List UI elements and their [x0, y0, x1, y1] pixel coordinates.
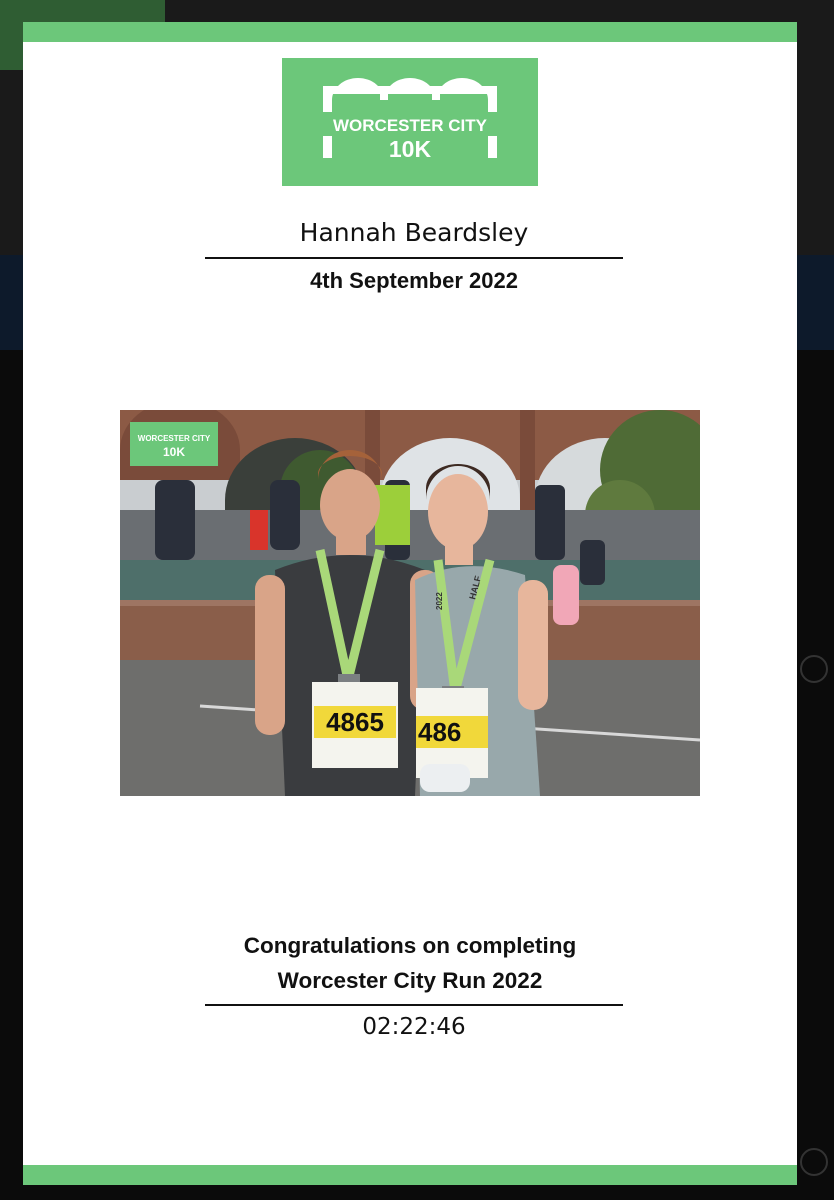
event-date: 4th September 2022: [310, 268, 518, 293]
congrats-line-1: Congratulations on completing: [243, 933, 577, 958]
arches-logo-icon: [282, 58, 538, 186]
finisher-certificate: [23, 22, 797, 1185]
top-green-bar: [23, 22, 797, 42]
background-circle-icon: [800, 655, 828, 683]
congrats-line-2: Worcester City Run 2022: [277, 968, 543, 993]
medal-ribbon-text: HALF: [467, 574, 484, 601]
logo-line1: WORCESTER CITY: [333, 116, 487, 135]
photo-logo-line1: WORCESTER CITY: [137, 434, 211, 443]
finisher-photo: [120, 410, 700, 796]
logo-line2: 10K: [388, 136, 432, 162]
bib-number-right: 486: [418, 717, 462, 747]
finish-time: 02:22:46: [362, 1014, 466, 1040]
bib-number-left: 4865: [326, 707, 384, 737]
event-logo: [282, 58, 538, 186]
photo-logo-line2: 10K: [162, 445, 186, 459]
background-circle-icon: [800, 1148, 828, 1176]
runner-name: Hannah Beardsley: [299, 218, 529, 247]
time-overline: [205, 1004, 623, 1006]
congratulations-message: [143, 928, 677, 998]
bottom-green-bar: [23, 1165, 797, 1185]
name-underline: [205, 257, 623, 259]
medal-ribbon-year: 2022: [435, 592, 444, 610]
